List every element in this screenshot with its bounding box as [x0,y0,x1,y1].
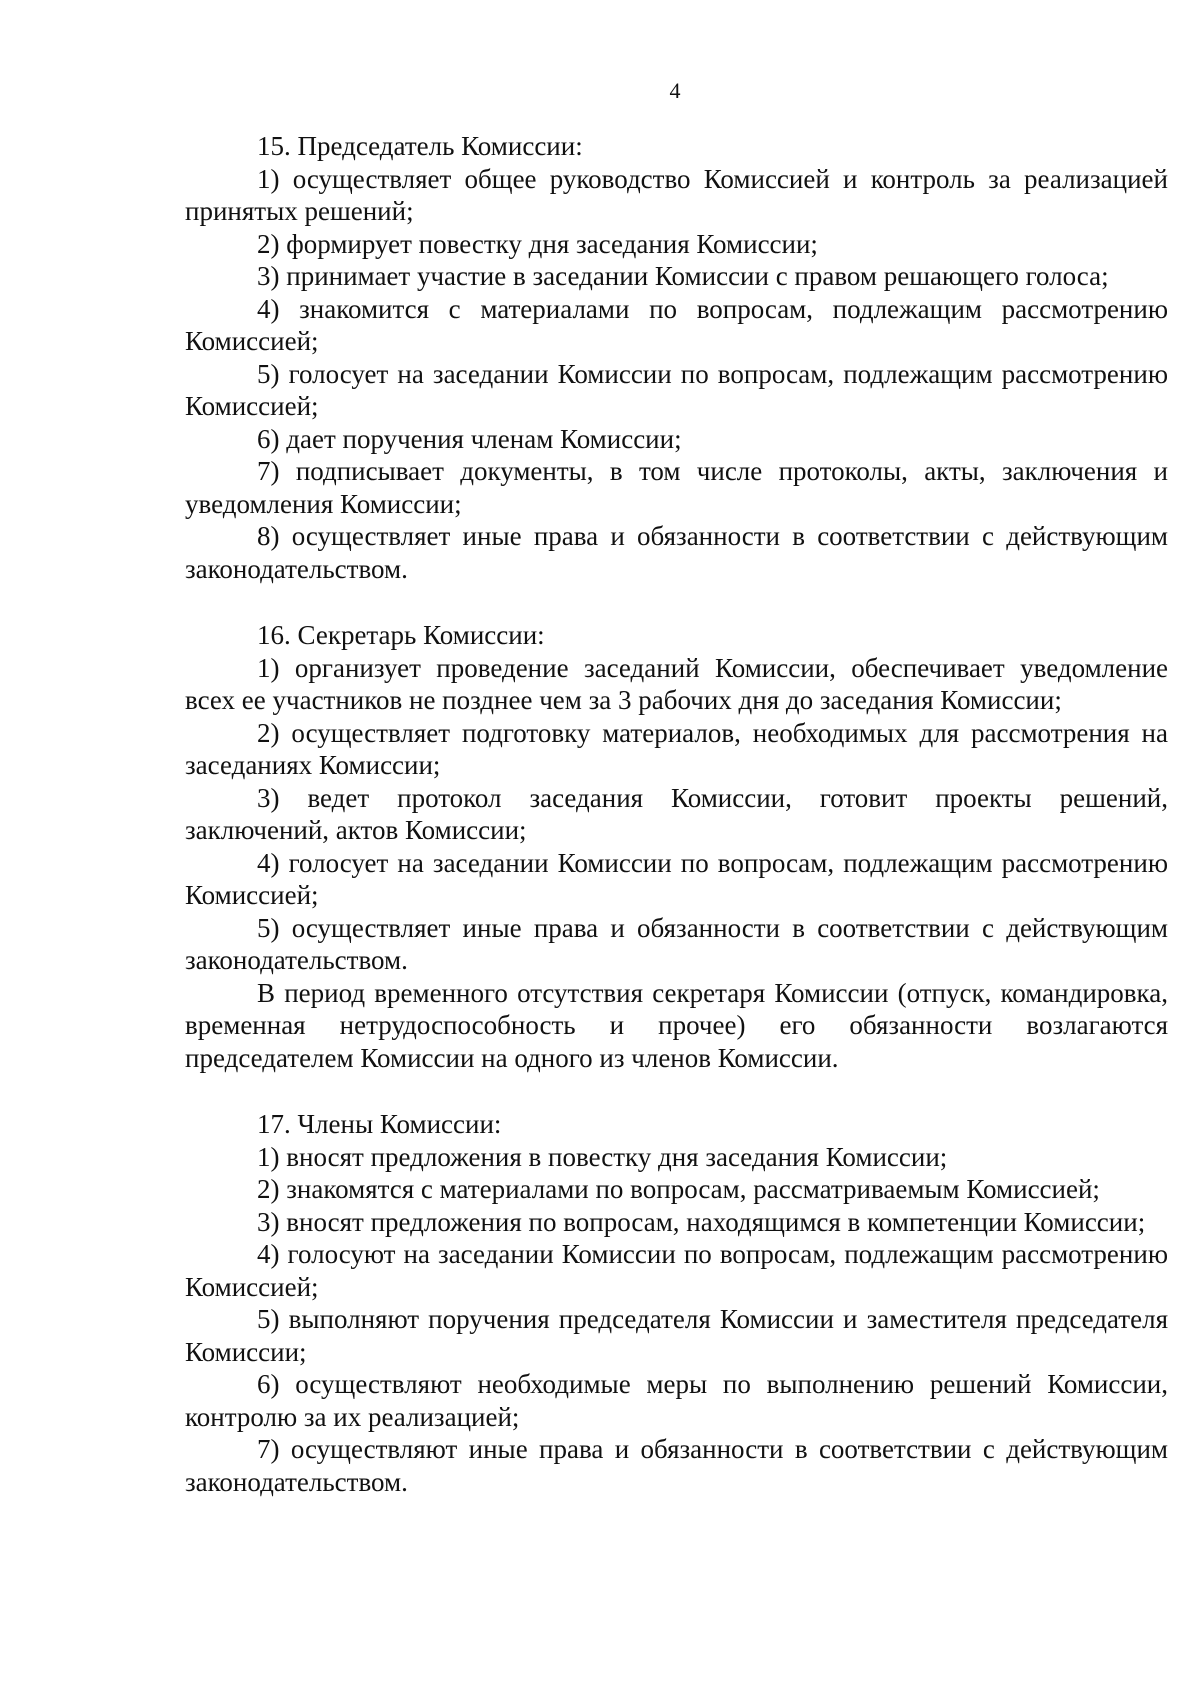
list-item: 5) голосует на заседании Комиссии по вопросам, подлежащим рассмотрению Комиссией; [185,358,1168,421]
list-item: 2) знакомятся с материалами по вопросам, рассматриваемым Комиссией; [257,1174,1100,1204]
list-item: 7) осуществляют иные права и обязанности в соответствии с действующим законодательством. [185,1434,1168,1497]
page-number: 4 [669,78,681,103]
list-item: 5) выполняют поручения председателя Комиссии и заместителя председателя Комиссии; [185,1304,1168,1367]
list-item: 3) принимает участие в заседании Комиссии с правом решающего голоса; [257,261,1109,291]
section-spacer [185,1074,1168,1108]
section-17 [185,1108,1168,1498]
section-heading: 15. Председатель Комиссии: [257,131,583,161]
list-item: 6) дает поручения членам Комиссии; [257,423,682,454]
list-item: 1) осуществляет общее руководство Комиссией и контроль за реализацией принятых решений; [185,163,1168,226]
list-item: 4) знакомится с материалами по вопросам, подлежащим рассмотрению Комиссией; [185,293,1168,356]
section-15 [185,130,1168,585]
list-item: 1) вносят предложения в повестку дня заседания Комиссии; [257,1141,948,1172]
list-item: 3) вносят предложения по вопросам, находящимся в компетенции Комиссии; [257,1206,1146,1237]
list-item: 6) осуществляют необходимые меры по выполнению решений Комиссии, контролю за их реализацией; [185,1369,1168,1432]
list-item: 3) ведет протокол заседания Комиссии, готовит проекты решений, заключений, актов Комиссии; [185,782,1168,845]
list-item: 5) осуществляет иные права и обязанности в соответствии с действующим законодательством. [185,912,1168,975]
section-heading: 16. Секретарь Комиссии: [257,620,545,650]
list-item: 4) голосуют на заседании Комиссии по вопросам, подлежащим рассмотрению Комиссией; [185,1239,1168,1302]
list-item: 2) формирует повестку дня заседания Комиссии; [257,228,818,259]
list-item: 8) осуществляет иные права и обязанности в соответствии с действующим законодательством. [185,521,1168,584]
list-item: 7) подписывает документы, в том числе протоколы, акты, заключения и уведомления Комиссии; [185,456,1168,519]
list-item: 1) организует проведение заседаний Комиссии, обеспечивает уведомление всех ее участников не позднее чем за 3 рабочих дня до заседания Комиссии; [185,652,1168,715]
body-paragraph: В период временного отсутствия секретаря Комиссии (отпуск, командировка, временная нетрудоспособность и прочее) его обязанности возлагаются председателем Комиссии на одного из членов Комиссии. [185,977,1168,1073]
section-spacer [185,585,1168,619]
list-item: 4) голосует на заседании Комиссии по вопросам, подлежащим рассмотрению Комиссией; [185,847,1168,910]
section-heading: 17. Члены Комиссии: [257,1109,502,1139]
document-body [185,130,1168,1498]
section-16 [185,619,1168,1074]
list-item: 2) осуществляет подготовку материалов, необходимых для рассмотрения на заседаниях Комиссии; [185,717,1168,780]
